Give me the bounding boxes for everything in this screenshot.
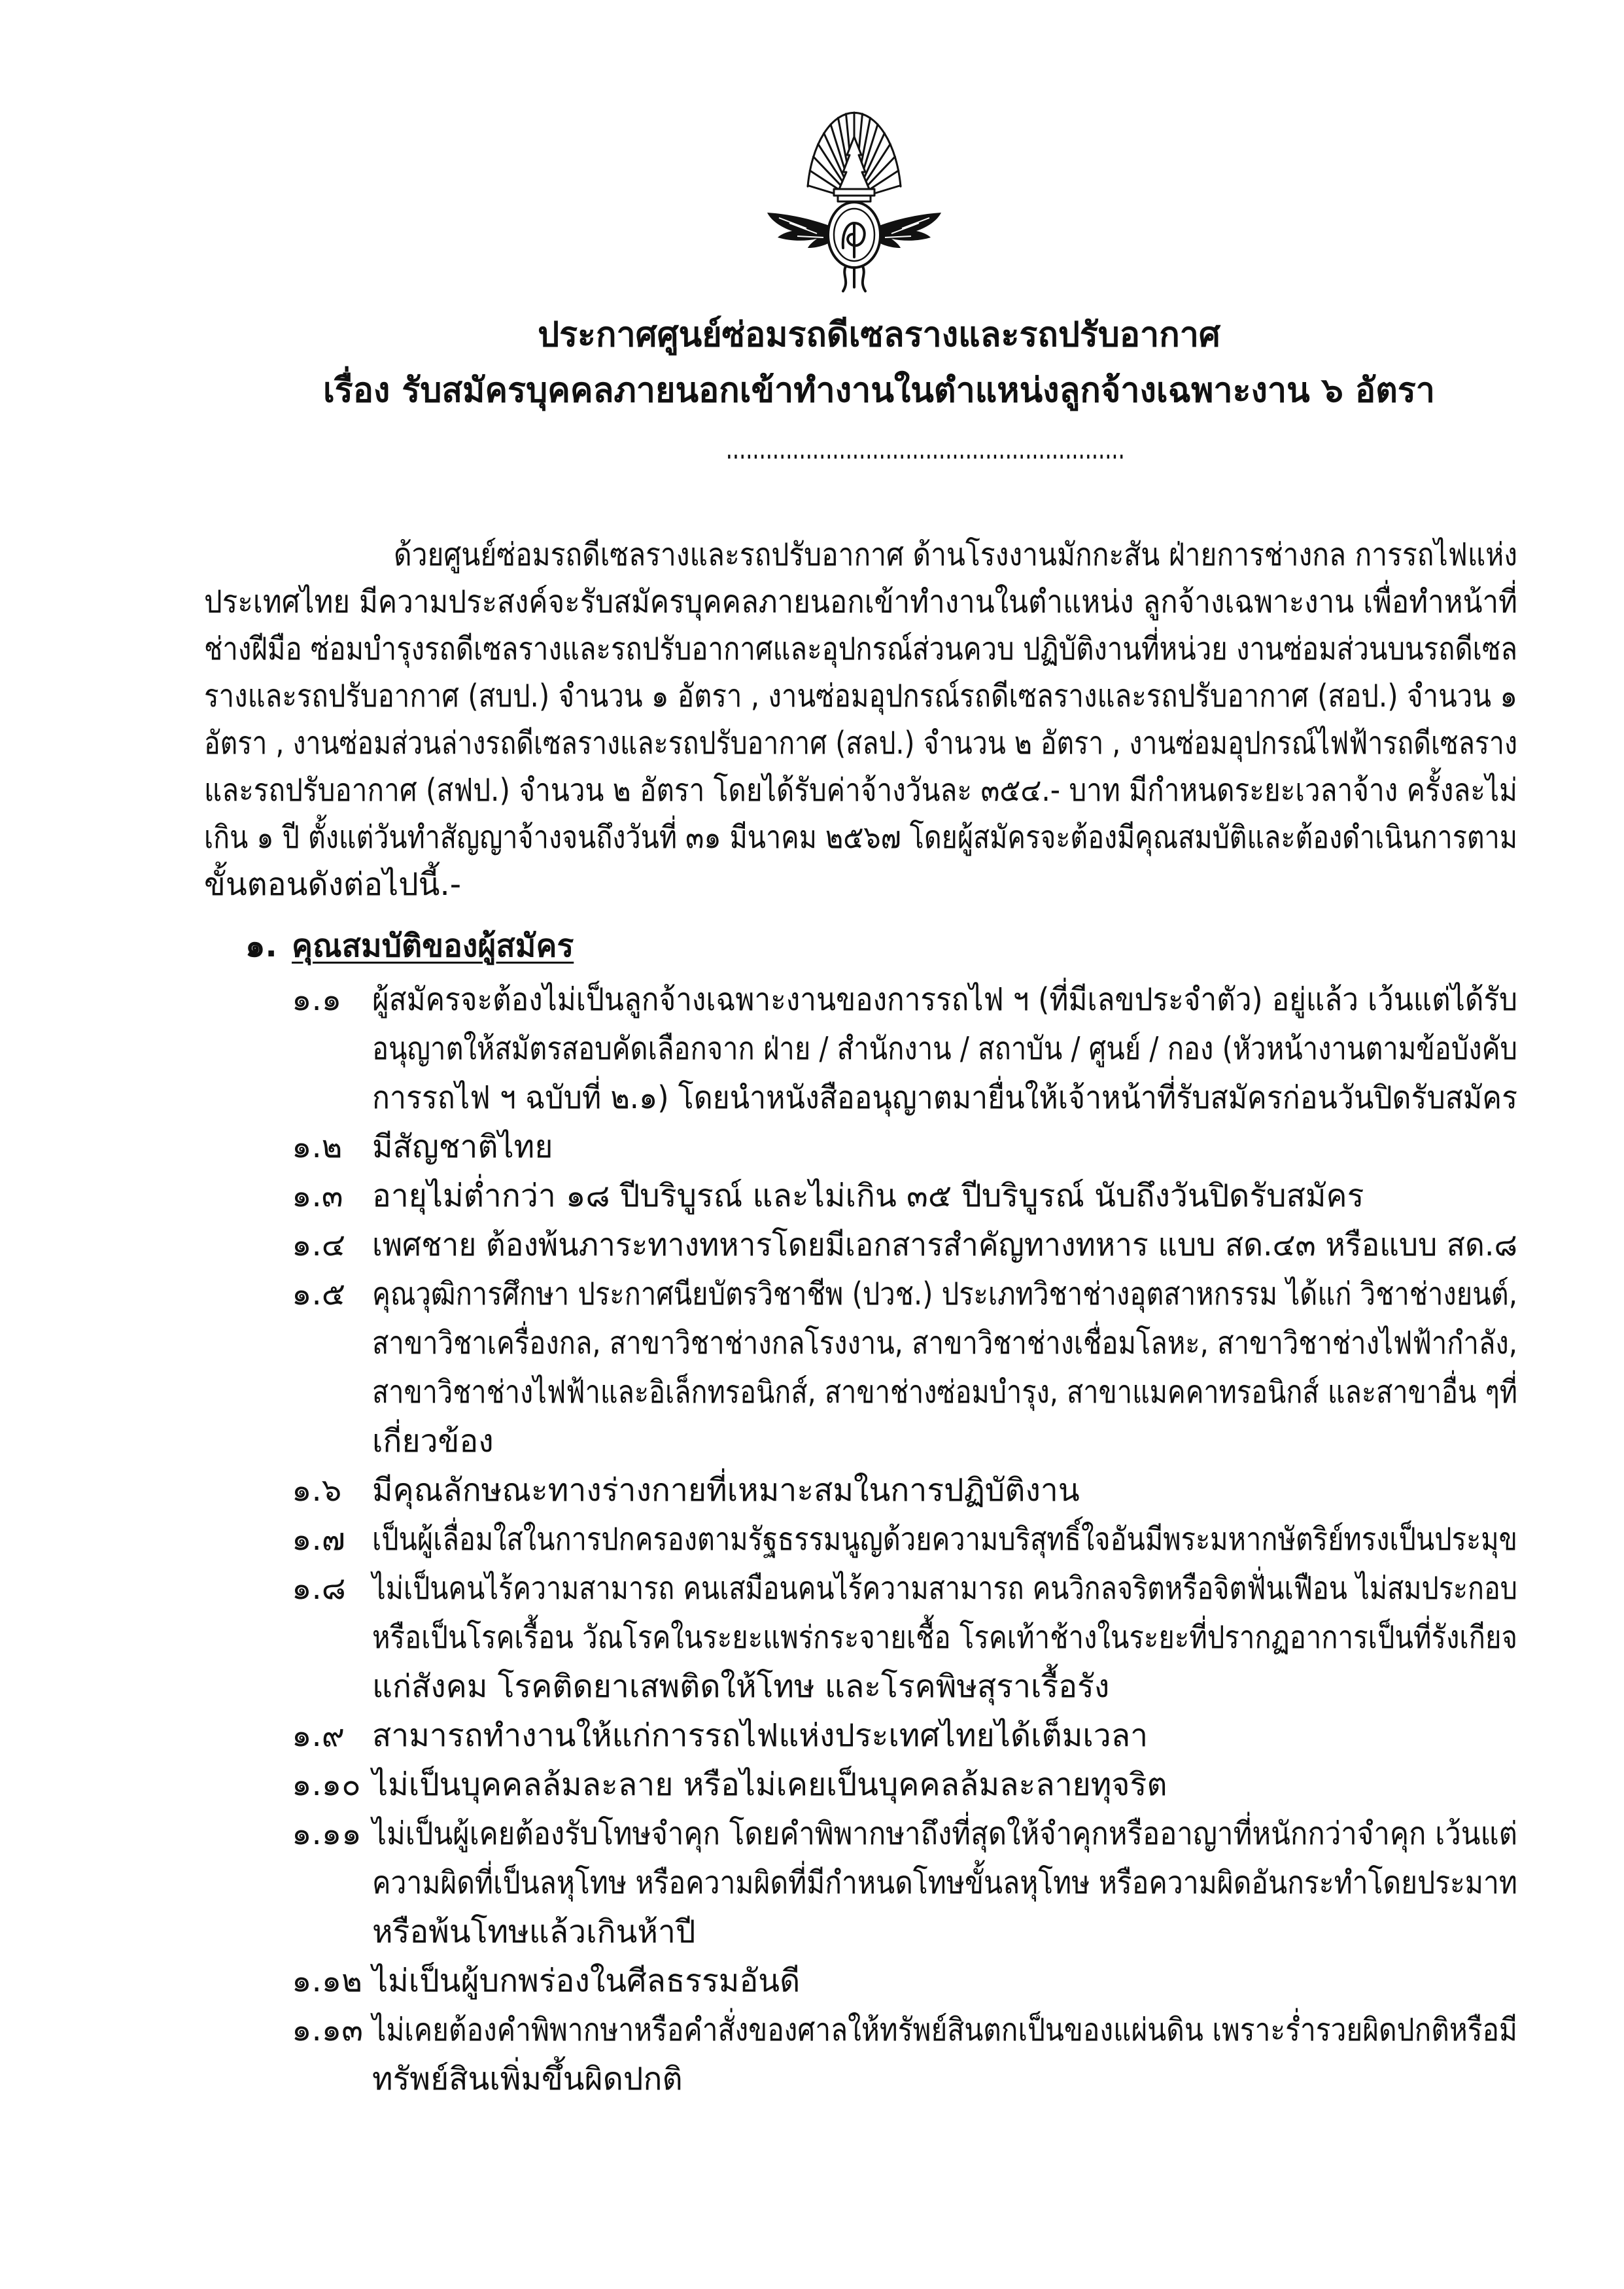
item-number: ๑.๑๓ — [292, 2012, 364, 2048]
item-line: แก่สังคม โรคติดยาเสพติดให้โทษ และโรคพิษสุราเรื้อรัง — [372, 1668, 1110, 1705]
item-line: ผู้สมัครจะต้องไม่เป็นลูกจ้างเฉพาะงานของการรถไฟ ฯ (ที่มีเลขประจำตัว) อยู่แล้ว เว้นแต่ได้รับ — [372, 981, 1517, 1018]
item-line: การรถไฟ ฯ ฉบับที่ ๒.๑) โดยนำหนังสืออนุญาตมายื่นให้เจ้าหน้าที่รับสมัครก่อนวันปิดรับสมัคร — [372, 1079, 1517, 1116]
emblem-right-wing — [879, 213, 941, 248]
item-number: ๑.๑๐ — [292, 1766, 361, 1803]
item-line: สามารถทำงานให้แก่การรถไฟแห่งประเทศไทยได้เต็มเวลา — [372, 1717, 1149, 1754]
qualification-item-1-3 — [292, 1172, 1517, 1221]
qualification-item-1-6 — [292, 1466, 1517, 1515]
item-line: สาขาวิชาช่างไฟฟ้าและอิเล็กทรอนิกส์, สาขาช่างซ่อมบำรุง, สาขาแมคคาทรอนิกส์ และสาขาอื่น ๆที่ — [372, 1374, 1517, 1410]
qualification-item-1-4 — [292, 1221, 1517, 1270]
item-line: หรือเป็นโรคเรื้อน วัณโรคในระยะแพร่กระจายเชื้อ โรคเท้าช้างในระยะที่ปรากฏอาการเป็นที่รังเกียจ — [372, 1619, 1517, 1656]
qualification-item-1-8 — [292, 1564, 1517, 1711]
item-line: ไม่เป็นผู้บกพร่องในศีลธรรมอันดี — [372, 1963, 801, 1999]
item-line: ไม่เป็นบุคคลล้มละลาย หรือไม่เคยเป็นบุคคลล้มละลายทุจริต — [372, 1766, 1167, 1803]
item-line: มีสัญชาติไทย — [372, 1128, 553, 1165]
item-line: คุณวุฒิการศึกษา ประกาศนียบัตรวิชาชีพ (ปวช.) ประเภทวิชาช่างอุตสาหกรรม ได้แก่ วิชาช่างยนต์, — [372, 1276, 1517, 1312]
item-line: ทรัพย์สินเพิ่มขึ้นผิดปกติ — [372, 2061, 683, 2097]
item-line: ไม่เคยต้องคำพิพากษาหรือคำสั่งของศาลให้ทรัพย์สินตกเป็นของแผ่นดิน เพราะร่ำรวยผิดปกติหรือมี — [372, 2012, 1517, 2048]
item-number: ๑.๕ — [292, 1276, 346, 1312]
section-number: ๑. — [245, 928, 277, 964]
section-1-heading-row — [245, 922, 574, 971]
item-line: เพศชาย ต้องพ้นภาระทางทหารโดยมีเอกสารสำคัญทางทหาร แบบ สด.๔๓ หรือแบบ สด.๘ — [372, 1227, 1517, 1263]
emblem-medallion — [828, 202, 880, 268]
item-number: ๑.๑๑ — [292, 1815, 362, 1852]
item-line: เป็นผู้เลื่อมใสในการปกครองตามรัฐธรรมนูญด้วยความบริสุทธิ์ใจอันมีพระมหากษัตริย์ทรงเป็นประมุข — [372, 1521, 1517, 1558]
intro-line: ด้วยศูนย์ซ่อมรถดีเซลรางและรถปรับอากาศ ด้านโรงงานมักกะสัน ฝ่ายการช่างกล การรถไฟแห่ง — [394, 536, 1517, 573]
intro-line: เกิน ๑ ปี ตั้งแต่วันทำสัญญาจ้างจนถึงวันที่ ๓๑ มีนาคม ๒๕๖๗ โดยผู้สมัครจะต้องมีคุณสมบัติและต้องดำเนินการตาม — [204, 819, 1517, 856]
item-line: หรือพ้นโทษแล้วเกินห้าปี — [372, 1913, 696, 1950]
qualification-item-1-12 — [292, 1957, 1517, 2006]
emblem-crown-base — [838, 196, 871, 201]
section-heading: คุณสมบัติของผู้สมัคร — [292, 928, 574, 964]
item-line: สาขาวิชาเครื่องกล, สาขาวิชาช่างกลโรงงาน, สาขาวิชาช่างเชื่อมโลหะ, สาขาวิชาช่างไฟฟ้ากำลัง, — [372, 1325, 1517, 1361]
intro-line: ประเทศไทย มีความประสงค์จะรับสมัครบุคคลภายนอกเข้าทำงานในตำแหน่ง ลูกจ้างเฉพาะงาน เพื่อทำหน้าที่ — [204, 584, 1517, 620]
srt-emblem-logo — [766, 109, 942, 292]
emblem-tail — [843, 266, 865, 291]
announcement-title: ประกาศศูนย์ซ่อมรถดีเซลรางและรถปรับอากาศ — [538, 315, 1220, 355]
qualification-item-1-5 — [292, 1270, 1517, 1466]
intro-line: และรถปรับอากาศ (สฟป.) จำนวน ๒ อัตรา โดยได้รับค่าจ้างวันละ ๓๕๔.- บาท มีกำหนดระยะเวลาจ้าง ครั้งละไม่ — [204, 772, 1517, 809]
qualification-item-1-1 — [292, 975, 1517, 1123]
intro-line: รางและรถปรับอากาศ (สบป.) จำนวน ๑ อัตรา , งานซ่อมอุปกรณ์รถดีเซลรางและรถปรับอากาศ (สอป.) จำนวน ๑ — [204, 678, 1517, 714]
qualification-item-1-9 — [292, 1711, 1517, 1760]
qualification-list — [292, 975, 1517, 2104]
qualification-item-1-10 — [292, 1760, 1517, 1809]
item-number: ๑.๙ — [292, 1717, 345, 1754]
qualification-item-1-13 — [292, 2006, 1517, 2104]
item-line: อนุญาตให้สมัตรสอบคัดเลือกจาก ฝ่าย / สำนักงาน / สถาบัน / ศูนย์ / กอง (หัวหน้างานตามข้อบังคับ — [372, 1030, 1517, 1067]
item-number: ๑.๑๒ — [292, 1963, 362, 1999]
item-line: ไม่เป็นผู้เคยต้องรับโทษจำคุก โดยคำพิพากษาถึงที่สุดให้จำคุกหรืออาญาที่หนักกว่าจำคุก เว้นแต่ — [372, 1815, 1517, 1852]
qualification-item-1-2 — [292, 1123, 1517, 1172]
title-separator: ............................................................ — [725, 430, 1125, 466]
item-line: อายุไม่ต่ำกว่า ๑๘ ปีบริบูรณ์ และไม่เกิน ๓๕ ปีบริบูรณ์ นับถึงวันปิดรับสมัคร — [372, 1178, 1364, 1214]
item-number: ๑.๖ — [292, 1472, 342, 1509]
item-number: ๑.๑ — [292, 981, 342, 1018]
intro-line: ช่างฝีมือ ซ่อมบำรุงรถดีเซลรางและรถปรับอากาศและอุปกรณ์ส่วนควบ ปฏิบัติงานที่หน่วย งานซ่อมส่วนบนรถดีเซล — [204, 631, 1517, 667]
item-number: ๑.๘ — [292, 1570, 346, 1607]
item-number: ๑.๒ — [292, 1128, 343, 1165]
item-number: ๑.๗ — [292, 1521, 345, 1558]
intro-line: ขั้นตอนดังต่อไปนี้.- — [204, 866, 462, 903]
item-number: ๑.๓ — [292, 1178, 343, 1214]
intro-line: อัตรา , งานซ่อมส่วนล่างรถดีเซลรางและรถปรับอากาศ (สลป.) จำนวน ๒ อัตรา , งานซ่อมอุปกรณ์ไฟฟ้ารถดีเซลราง — [204, 725, 1517, 761]
item-line: เกี่ยวข้อง — [372, 1423, 494, 1459]
item-line: ความผิดที่เป็นลหุโทษ หรือความผิดที่มีกำหนดโทษขั้นลหุโทษ หรือความผิดอันกระทำโดยประมาท — [372, 1864, 1517, 1901]
item-number: ๑.๔ — [292, 1227, 346, 1263]
emblem-left-wing — [767, 213, 829, 248]
announcement-subject: เรื่อง รับสมัครบุคคลภายนอกเข้าทำงานในตำแหน่งลูกจ้างเฉพาะงาน ๖ อัตรา — [322, 371, 1435, 410]
item-line: มีคุณลักษณะทางร่างกายที่เหมาะสมในการปฏิบัติงาน — [372, 1472, 1080, 1509]
intro-paragraph — [204, 531, 1517, 908]
item-line: ไม่เป็นคนไร้ความสามารถ คนเสมือนคนไร้ความสามารถ คนวิกลจริตหรือจิตฟั่นเฟือน ไม่สมประกอบ — [372, 1570, 1517, 1607]
qualification-item-1-7 — [292, 1515, 1517, 1564]
qualification-item-1-11 — [292, 1809, 1517, 1957]
